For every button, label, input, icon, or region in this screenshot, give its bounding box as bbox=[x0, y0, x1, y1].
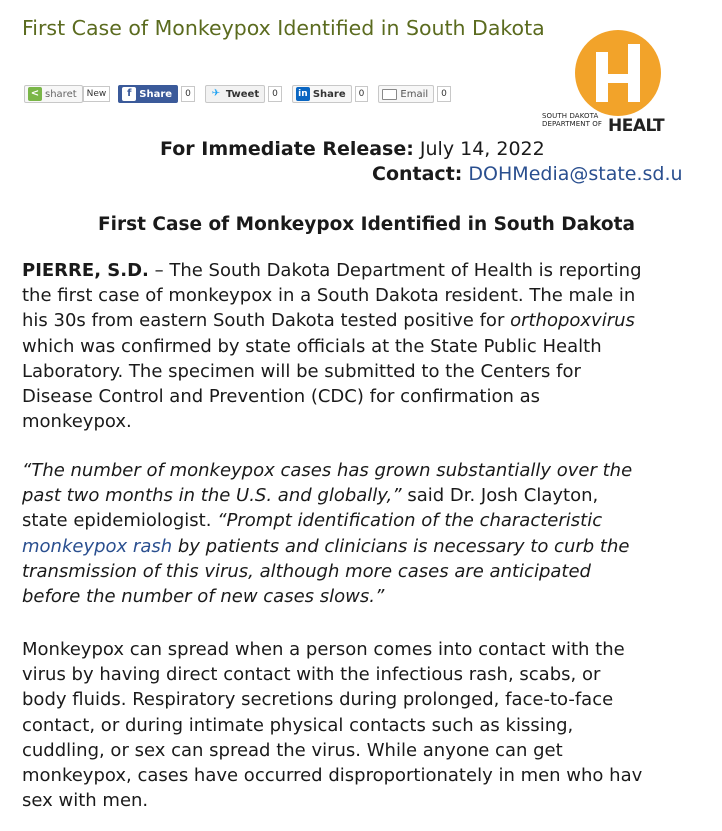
p3-line-6: monkeypox, cases have occurred disproportionately in men who hav bbox=[22, 765, 643, 787]
p1-line-2: the first case of monkeypox in a South Dakota resident. The male in bbox=[22, 285, 636, 307]
p2-line-4-text: by patients and clinicians is necessary to curb the bbox=[172, 535, 630, 557]
p2-line-2-quote: past two months in the U.S. and globally,” bbox=[22, 485, 402, 507]
p2-line-2-attribution: said Dr. Josh Clayton, bbox=[401, 485, 599, 507]
p1-line-3 bbox=[22, 308, 722, 333]
logo-line2: DEPARTMENT OF bbox=[542, 120, 603, 128]
linkedin-icon: in bbox=[296, 87, 310, 101]
facebook-share-button[interactable] bbox=[118, 85, 178, 103]
p1-line-7: monkeypox. bbox=[22, 411, 132, 433]
p2-line-3-quote: “Prompt identification of the characteristic bbox=[217, 510, 603, 532]
sharethis-button[interactable] bbox=[24, 85, 83, 103]
p1-line-1-text: – The South Dakota Department of Health is reporting bbox=[148, 260, 642, 281]
p3-line-5: cuddling, or sex can spread the virus. While anyone can get bbox=[22, 739, 563, 761]
p1-line-3-text: his 30s from eastern South Dakota tested positive for bbox=[22, 310, 511, 332]
facebook-icon: f bbox=[122, 87, 136, 101]
p2-line-1: “The number of monkeypox cases has grown substantially over the bbox=[22, 460, 633, 481]
email-share-button[interactable] bbox=[378, 85, 434, 103]
contact-line bbox=[372, 163, 683, 185]
linkedin-label: Share bbox=[312, 88, 346, 100]
contact-email-link[interactable]: DOHMedia@state.sd.u bbox=[468, 163, 683, 185]
release-date: July 14, 2022 bbox=[419, 138, 545, 160]
sharethis-badge: New bbox=[83, 86, 111, 102]
p3-line-7: sex with men. bbox=[22, 790, 149, 812]
p2-line-3 bbox=[22, 508, 722, 533]
p2-line-5: transmission of this virus, although more cases are anticipated bbox=[22, 560, 591, 582]
p2-line-4 bbox=[22, 534, 722, 559]
linkedin-count: 0 bbox=[355, 86, 369, 102]
share-bar bbox=[24, 84, 461, 104]
linkedin-share-button[interactable] bbox=[292, 85, 352, 103]
article-paragraph-1 bbox=[22, 258, 722, 434]
orthopoxvirus-term: orthopoxvirus bbox=[510, 310, 635, 332]
facebook-label: Share bbox=[139, 88, 173, 100]
p2-line-2 bbox=[22, 483, 722, 508]
tweet-label: Tweet bbox=[225, 88, 260, 100]
p1-line-1 bbox=[22, 258, 722, 283]
p3-line-3: body fluids. Respiratory secretions during prolonged, face-to-face bbox=[22, 689, 614, 711]
p3-line-1: Monkeypox can spread when a person comes into contact with the bbox=[22, 639, 625, 660]
p1-line-5: Laboratory. The specimen will be submitted to the Centers for bbox=[22, 360, 581, 382]
email-count: 0 bbox=[437, 86, 451, 102]
logo-text bbox=[542, 112, 602, 128]
tweet-count: 0 bbox=[268, 86, 282, 102]
article-paragraph-3 bbox=[22, 637, 722, 813]
logo-circle bbox=[575, 30, 661, 116]
logo-h-right-bar bbox=[628, 44, 640, 102]
tweet-button[interactable] bbox=[205, 85, 265, 103]
monkeypox-rash-link[interactable]: monkeypox rash bbox=[22, 535, 173, 557]
page-title: First Case of Monkeypox Identified in South Dakota bbox=[22, 16, 545, 40]
p3-line-2: virus by having direct contact with the infectious rash, scabs, or bbox=[22, 664, 601, 686]
p2-line-6: before the number of new cases slows.” bbox=[22, 586, 385, 608]
release-line bbox=[160, 138, 545, 160]
dateline: PIERRE, S.D. bbox=[22, 260, 149, 281]
article-heading: First Case of Monkeypox Identified in South Dakota bbox=[98, 214, 635, 235]
p1-line-6: Disease Control and Prevention (CDC) for confirmation as bbox=[22, 386, 540, 408]
email-label: Email bbox=[400, 88, 429, 100]
p3-line-4: contact, or during intimate physical contacts such as kissing, bbox=[22, 714, 574, 736]
p2-line-3-attribution: state epidemiologist. bbox=[22, 510, 218, 532]
logo-line1: SOUTH DAKOTA bbox=[542, 112, 599, 120]
contact-label: Contact: bbox=[372, 163, 463, 185]
share-icon: < bbox=[28, 87, 42, 101]
envelope-icon bbox=[382, 89, 397, 100]
article-paragraph-2-quote bbox=[22, 458, 722, 609]
twitter-icon: ✈ bbox=[211, 88, 220, 99]
logo-h-crossbar bbox=[596, 74, 640, 83]
sd-doh-logo[interactable] bbox=[540, 30, 665, 136]
p1-line-4: which was confirmed by state officials at the State Public Health bbox=[22, 335, 602, 357]
logo-word: HEALT bbox=[608, 116, 665, 136]
release-label: For Immediate Release: bbox=[160, 138, 414, 160]
sharethis-label: sharet bbox=[45, 88, 77, 100]
facebook-count: 0 bbox=[181, 86, 195, 102]
